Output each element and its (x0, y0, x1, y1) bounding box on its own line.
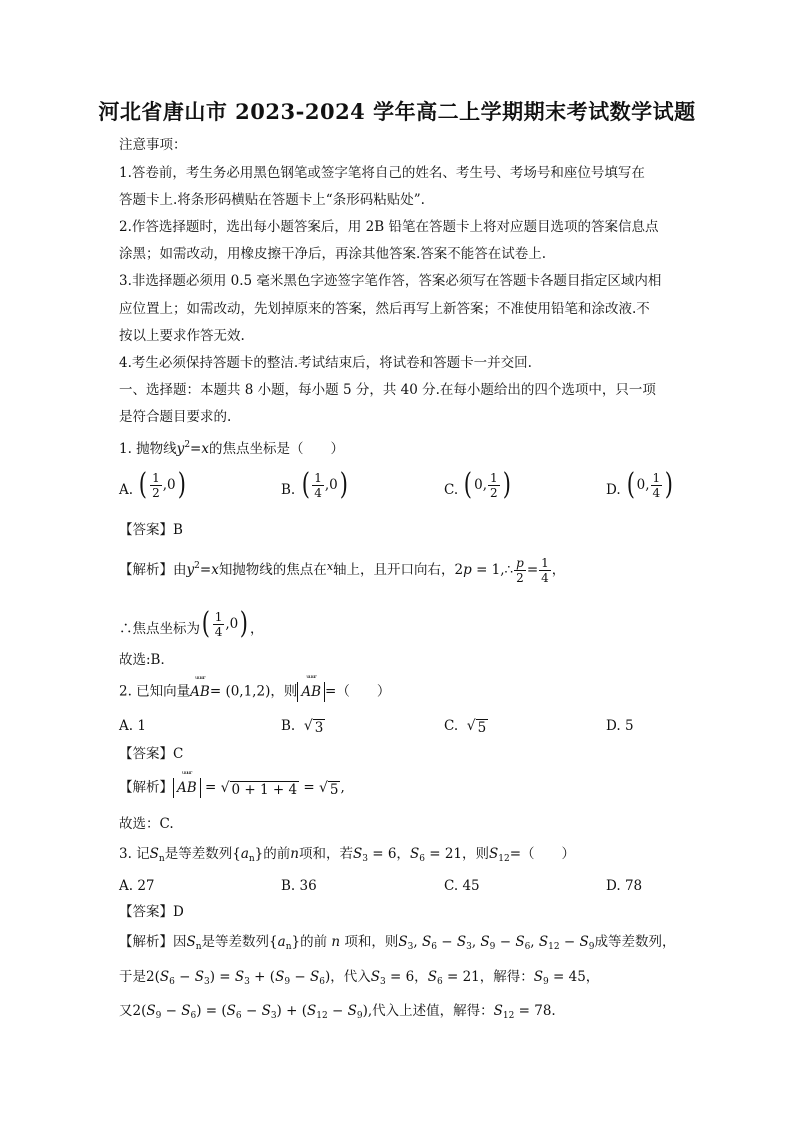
notice-line-6: 应位置上；如需改动，先划掉原来的答案，然后再写上新答案；不准使用铅笔和涂改液.不 (119, 301, 650, 317)
question-3-analysis-line-3: 又$2(S_9 - S_6) = (S_6 - S_3) + (S_{12} - S_9)$,代入上述值，解得：$S_{12} = 78$. (119, 1003, 556, 1021)
notice-line-3: 2.作答选择题时，选出每小题答案后，用 2B 铅笔在答题卡上将对应题目选项的答案信息点 (119, 219, 659, 235)
question-3-analysis-line-2: 于是$2(S_6 - S_3) = S_3 + (S_9 - S_6)$，代入$S_3 = 6$，$S_6 = 21$，解得：$S_9 = 45$， (119, 969, 600, 987)
question-3-stem: 3. 记$S_n$是等差数列$\{a_n\}$的前n项和，若$S_3 = 6$，$S_6 = 21$，则$S_{12}=$（ ） (119, 846, 576, 864)
question-1-option-a: A. ( $\frac{1}{2}$ ,0 ) (119, 467, 186, 502)
question-3-option-c: C. 45 (444, 878, 480, 894)
question-1-conclusion: 故选:B． (119, 652, 174, 668)
notice-line-5: 3.非选择题必须用 0.5 毫米黑色字迹签字笔作答，答案必须写在答题卡各题目指定区域内相 (119, 273, 662, 289)
question-2-option-b: B. √ 3 (281, 718, 324, 736)
question-1-focus-result: ∴焦点坐标为 ( $\frac{1}{4}$ ,0 ) ， (119, 606, 264, 641)
question-2-conclusion: 故选：C. (119, 816, 174, 832)
question-2-analysis: 【解析】 ᵘᵘᵘʳ AB = √ 0 + 1 + 4 = √ 5 , (119, 770, 345, 798)
question-1-option-d: D. ( 0, $\frac{1}{4}$ ) (606, 467, 674, 502)
question-2-option-d: D. 5 (606, 718, 634, 734)
question-2-option-c: C. √ 5 (444, 718, 487, 736)
notice-line-2: 答题卡上.将条形码横贴在答题卡上“条形码粘贴处”. (119, 192, 425, 208)
section-heading-line-1: 一、选择题：本题共 8 小题，每小题 5 分，共 40 分.在每小题给出的四个选项中，只一项 (119, 382, 656, 398)
question-3-answer: 【答案】D (119, 904, 184, 920)
notice-heading: 注意事项： (119, 137, 187, 153)
question-3-option-b: B. 36 (281, 878, 317, 894)
notice-line-4: 涂黑；如需改动，用橡皮擦干净后，再涂其他答案.答案不能答在试卷上. (119, 246, 547, 262)
question-1-option-b: B. ( $\frac{1}{4}$ ,0 ) (281, 467, 348, 502)
question-1-answer: 【答案】B (119, 522, 183, 538)
question-3-option-d: D. 78 (606, 878, 643, 894)
notice-line-7: 按以上要求作答无效. (119, 328, 245, 344)
question-1-option-c: C. ( 0, $\frac{1}{2}$ ) (444, 467, 511, 502)
question-2-stem: 2. 已知向量 ᵘᵘᵘʳ AB= (0,1,2)，则 ᵘᵘᵘʳ AB =（ ） (119, 674, 391, 700)
question-2-option-a: A. 1 (119, 718, 146, 734)
notice-line-8: 4.考生必须保持答题卡的整洁.考试结束后，将试卷和答题卡一并交回. (119, 355, 532, 371)
question-1-analysis: 【解析】由$y^2=x$知抛物线的焦点在$^x$轴上，且开口向右，2p = 1,∴ $\frac{p}{2}$ = $\frac{1}{4}$ ， (119, 556, 566, 585)
notice-line-1: 1.答卷前，考生务必用黑色钢笔或签字笔将自己的姓名、考生号、考场号和座位号填写在 (119, 165, 645, 181)
question-3-option-a: A. 27 (119, 878, 155, 894)
question-1-stem: 1. 抛物线$y^2=x$的焦点坐标是（ ） (119, 440, 344, 457)
question-3-analysis-line-1: 【解析】因$S_n$是等差数列$\{a_n\}$的前 n 项和，则$S_3$, $S_6 - S_3$, $S_9 - S_6$, $S_{12} - S_9$成等差数列， (119, 934, 676, 952)
section-heading-line-2: 是符合题目要求的. (119, 409, 232, 425)
question-2-answer: 【答案】C (119, 746, 184, 762)
page-title: 河北省唐山市 2023-2024 学年高二上学期期末考试数学试题 (98, 99, 696, 124)
